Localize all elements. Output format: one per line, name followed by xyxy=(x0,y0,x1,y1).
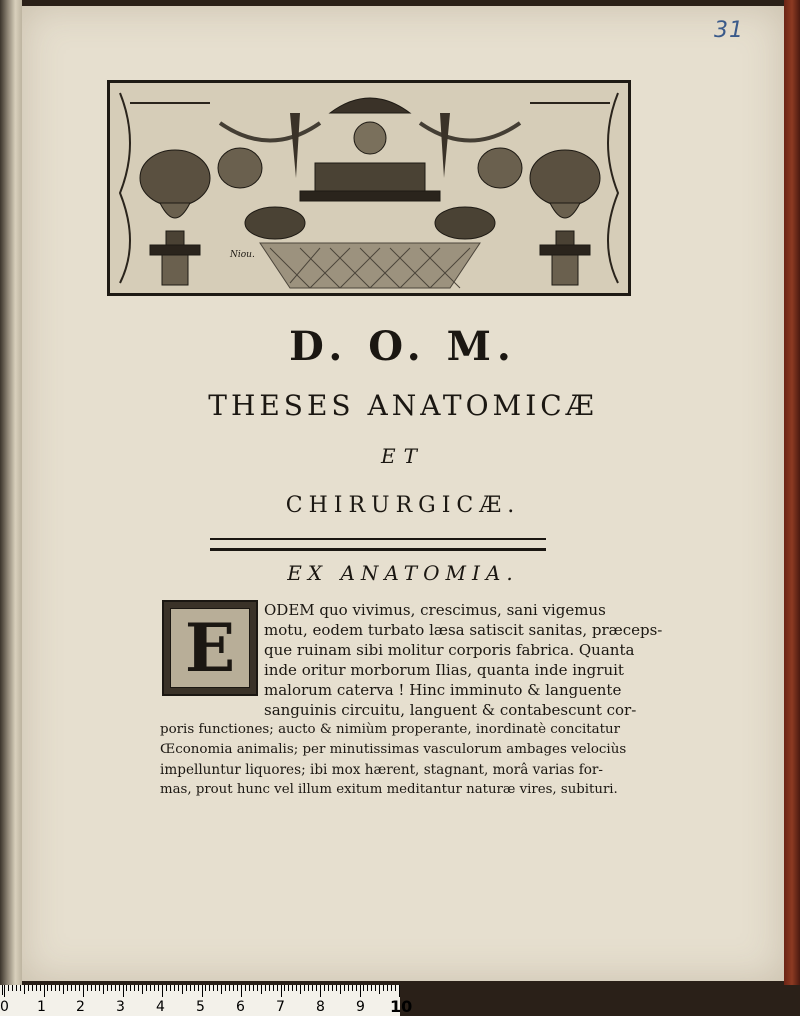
ruler-tick xyxy=(391,985,392,991)
title-chirurgicae: CHIRURGICÆ. xyxy=(285,493,521,518)
ruler-tick xyxy=(150,985,151,991)
ruler-tick xyxy=(40,985,41,991)
ruler-tick xyxy=(154,985,155,991)
ruler-tick xyxy=(4,985,5,997)
ruler-tick xyxy=(99,985,100,991)
ruler-label: 10 xyxy=(390,997,413,1016)
measurement-ruler xyxy=(0,985,413,1016)
ruler-tick xyxy=(292,985,293,991)
text-line: impelluntur liquores; ibi mox hærent, stagnant, morâ varias for- xyxy=(160,762,603,778)
ruler-tick xyxy=(95,985,96,991)
ruler-tick xyxy=(253,985,254,991)
ruler-tick xyxy=(273,985,274,991)
ruler-tick xyxy=(312,985,313,991)
ruler-tick xyxy=(47,985,48,991)
ruler-tick xyxy=(360,985,361,997)
ruler-label: 2 xyxy=(76,999,85,1015)
ruler-tick xyxy=(20,985,21,991)
ruler-tick xyxy=(55,985,56,991)
ruler-tick xyxy=(328,985,329,991)
ruler-tick xyxy=(2,985,3,995)
ruler-tick xyxy=(399,985,400,997)
ruler-tick xyxy=(209,985,210,991)
text-line: ODEM quo vivimus, crescimus, sani vigemus xyxy=(264,601,606,619)
ruler-tick xyxy=(194,985,195,991)
ruler-tick xyxy=(332,985,333,991)
drop-cap-letter: E xyxy=(184,609,236,687)
ruler-tick xyxy=(245,985,246,991)
ruler-tick xyxy=(205,985,206,991)
ruler-tick xyxy=(221,985,222,994)
ruler-label: 0 xyxy=(0,999,9,1015)
ruler-tick xyxy=(367,985,368,991)
ruler-tick xyxy=(375,985,376,991)
ruler-tick xyxy=(44,985,45,997)
ruler-tick xyxy=(202,985,203,997)
ruler-tick xyxy=(83,985,84,997)
text-line: sanguinis circuitu, languent & contabescunt cor- xyxy=(264,701,637,719)
ruler-tick xyxy=(162,985,163,997)
ruler-tick xyxy=(8,985,9,991)
ruler-tick xyxy=(371,985,372,991)
ruler-tick xyxy=(126,985,127,991)
text-line: Œconomia animalis; per minutissimas vasculorum ambages velociùs xyxy=(160,742,627,757)
ruler-tick xyxy=(265,985,266,991)
ruler-tick xyxy=(288,985,289,991)
section-rule xyxy=(210,538,546,551)
ruler-label: 7 xyxy=(276,999,285,1015)
ruler-tick xyxy=(178,985,179,991)
ruler-tick xyxy=(51,985,52,991)
ruler-tick xyxy=(146,985,147,991)
ruler-tick xyxy=(75,985,76,991)
ruler-tick xyxy=(379,985,380,994)
ruler-tick xyxy=(324,985,325,991)
ruler-tick xyxy=(119,985,120,991)
ruler-tick xyxy=(229,985,230,991)
ruler-tick xyxy=(91,985,92,991)
text-line: inde oritur morborum Ilias, quanta inde ingruit xyxy=(264,661,624,679)
text-line: malorum caterva ! Hinc imminuto & languente xyxy=(264,681,622,699)
ruler-tick xyxy=(213,985,214,991)
ruler-tick xyxy=(190,985,191,991)
ruler-tick xyxy=(269,985,270,991)
ruler-tick xyxy=(383,985,384,991)
ruler-tick xyxy=(320,985,321,997)
page-number: 31 xyxy=(714,18,744,43)
ruler-tick xyxy=(134,985,135,991)
title-theses: THESES ANATOMICÆ xyxy=(208,389,598,422)
section-title: EX ANATOMIA. xyxy=(287,561,519,585)
ruler-tick xyxy=(281,985,282,997)
title-et: ET xyxy=(381,444,425,468)
ruler-tick xyxy=(277,985,278,991)
ruler-tick xyxy=(356,985,357,991)
book-page xyxy=(22,6,784,981)
ruler-tick xyxy=(284,985,285,991)
ruler-tick xyxy=(340,985,341,994)
ruler-tick xyxy=(233,985,234,991)
ruler-tick xyxy=(63,985,64,994)
book-binding xyxy=(0,0,22,985)
ruler-label: 5 xyxy=(196,999,205,1015)
ruler-tick xyxy=(79,985,80,991)
ruler-tick xyxy=(12,985,13,991)
title-dom: D. O. M. xyxy=(289,323,517,370)
ruler-tick xyxy=(182,985,183,994)
ruler-tick xyxy=(348,985,349,991)
ruler-tick xyxy=(352,985,353,991)
ruler-tick xyxy=(36,985,37,991)
ruler-label: 9 xyxy=(356,999,365,1015)
ruler-tick xyxy=(130,985,131,991)
ruler-tick xyxy=(28,985,29,991)
ruler-tick xyxy=(237,985,238,991)
ruler-label: 6 xyxy=(236,999,245,1015)
text-line: mas, prout hunc vel illum exitum meditantur naturæ vires, subituri. xyxy=(160,782,618,797)
ruler-tick xyxy=(111,985,112,991)
ruler-tick xyxy=(336,985,337,991)
ruler-tick xyxy=(59,985,60,991)
ruler-tick xyxy=(363,985,364,991)
ruler-tick xyxy=(225,985,226,991)
ruler-tick xyxy=(71,985,72,991)
ruler-tick xyxy=(138,985,139,991)
ruler-label: 3 xyxy=(116,999,125,1015)
ruler-tick xyxy=(316,985,317,991)
text-line: poris functiones; aucto & nimiùm properante, inordinatè concitatur xyxy=(160,722,621,737)
ruler-tick xyxy=(241,985,242,997)
ruler-tick xyxy=(300,985,301,994)
ruler-tick xyxy=(103,985,104,994)
ruler-tick xyxy=(296,985,297,991)
ruler-tick xyxy=(142,985,143,994)
ruler-tick xyxy=(249,985,250,991)
drop-cap xyxy=(162,600,258,696)
ruler-tick xyxy=(261,985,262,994)
ruler-tick xyxy=(24,985,25,994)
ruler-tick xyxy=(257,985,258,991)
ruler-tick xyxy=(308,985,309,991)
ornamental-headpiece xyxy=(107,80,631,296)
ruler-tick xyxy=(115,985,116,991)
ruler-tick xyxy=(87,985,88,991)
text-line: motu, eodem turbato læsa satiscit sanitas, præceps- xyxy=(264,621,663,639)
ruler-tick xyxy=(304,985,305,991)
text-line: que ruinam sibi molitur corporis fabrica. Quanta xyxy=(264,641,635,659)
ruler-label: 1 xyxy=(37,999,46,1015)
headpiece-engraving xyxy=(110,83,628,293)
ruler-tick xyxy=(32,985,33,991)
ruler-tick xyxy=(170,985,171,991)
ruler-tick xyxy=(16,985,17,991)
page-edge xyxy=(784,0,800,985)
ruler-label: 8 xyxy=(316,999,325,1015)
ruler-tick xyxy=(158,985,159,991)
ruler-tick xyxy=(67,985,68,991)
ruler-tick xyxy=(395,985,396,991)
ruler-tick xyxy=(166,985,167,991)
ruler-tick xyxy=(186,985,187,991)
ruler-label: 4 xyxy=(156,999,165,1015)
ruler-tick xyxy=(107,985,108,991)
drop-cap-frame xyxy=(170,608,250,688)
ruler-tick xyxy=(344,985,345,991)
ruler-tick xyxy=(217,985,218,991)
ruler-tick xyxy=(123,985,124,997)
engraver-signature: Niou. xyxy=(230,250,255,260)
ruler-tick xyxy=(174,985,175,991)
ruler-tick xyxy=(387,985,388,991)
ruler-tick xyxy=(198,985,199,991)
